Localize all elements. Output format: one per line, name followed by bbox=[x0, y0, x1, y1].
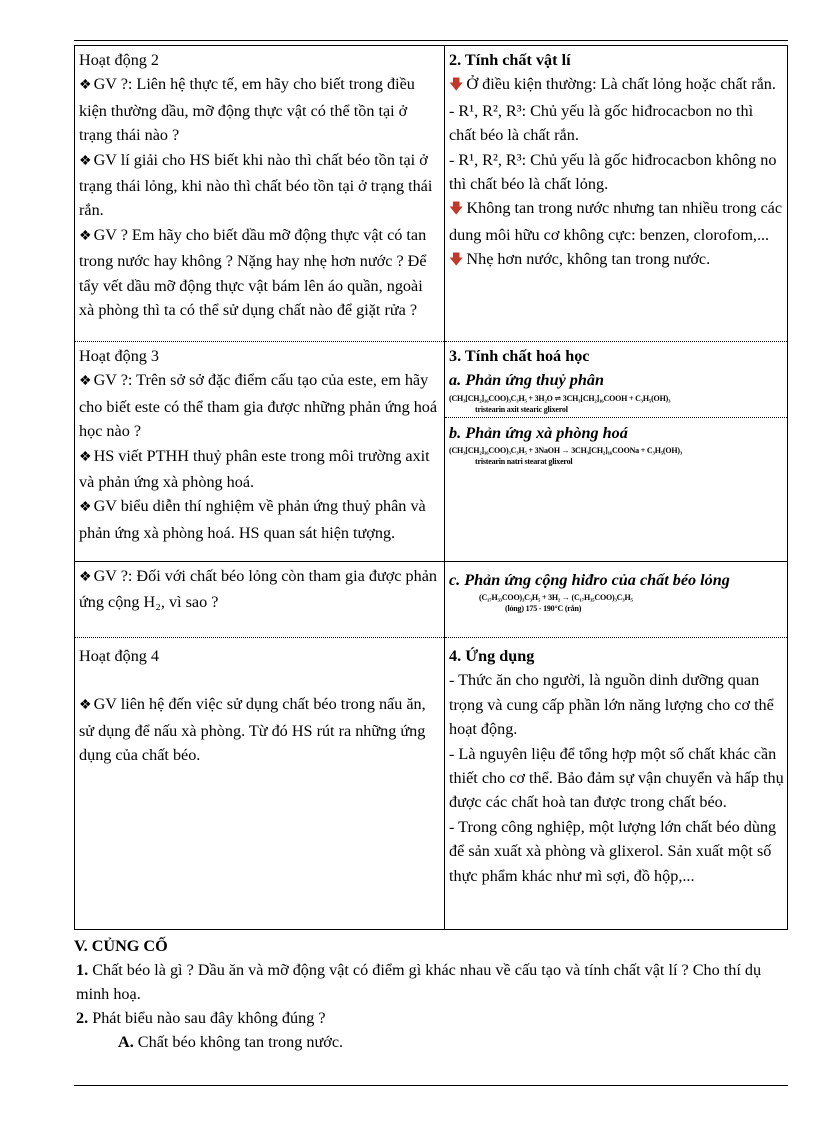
reaction-heading: b. Phản ứng xà phòng hoá bbox=[449, 423, 628, 442]
table-row bbox=[75, 46, 788, 342]
section-title: 4. Ứng dụng bbox=[449, 647, 535, 665]
paragraph: 🡇 Ở điều kiện thường: Là chất lỏng hoặc chất rắn. bbox=[449, 75, 776, 94]
list-item: ❖ GV lí giải cho HS biết khi nào thì chất béo tồn tại ở trạng thái lỏng, khi nào thì chất béo tồn tại ở trạng thái rắn. bbox=[79, 150, 433, 220]
activity-title: Hoạt động 3 bbox=[79, 347, 160, 365]
review-section bbox=[74, 934, 788, 1054]
reaction-heading: a. Phản ứng thuỷ phân bbox=[449, 371, 604, 390]
teacher-cell bbox=[75, 562, 445, 638]
teacher-cell bbox=[75, 46, 445, 342]
lesson-table bbox=[74, 45, 788, 930]
diamond-bullet-icon: ❖ bbox=[79, 500, 92, 516]
diamond-bullet-icon: ❖ bbox=[79, 228, 92, 244]
reaction-heading: c. Phản ứng cộng hiđro của chất béo lỏng bbox=[449, 571, 730, 589]
content-cell bbox=[445, 562, 788, 638]
teacher-cell bbox=[75, 342, 445, 562]
content-cell bbox=[445, 46, 788, 342]
diamond-bullet-icon: ❖ bbox=[79, 449, 92, 465]
down-arrow-icon: 🡇 bbox=[449, 202, 464, 218]
equation-saponification: (CH₃[CH₂]₁₆COO)₃C₃H₅ + 3NaOH → 3CH₃[CH₂]₁₆COONa + C₃H₅(OH)₃ tristearin natri stearat glixerol bbox=[449, 446, 683, 467]
paragraph: - Là nguyên liệu để tổng hợp một số chất khác cần thiết cho cơ thể. Bảo đảm sự vận chuyển và hấp thụ được các chất hoà tan được trong chất béo. bbox=[449, 744, 784, 812]
equation-hydrolysis: (CH₃[CH₂]₁₆COO)₃C₃H₅ + 3H₂O ⇌ 3CH₃[CH₂]₁₆COOH + C₃H₅(OH)₃ tristearin axit stearic glixerol bbox=[449, 393, 671, 414]
paragraph: 🡇 Không tan trong nước nhưng tan nhiều trong các dung môi hữu cơ không cực: benzen, clorofom,... bbox=[449, 199, 783, 244]
activity-title: Hoạt động 2 bbox=[79, 51, 160, 69]
diamond-bullet-icon: ❖ bbox=[79, 570, 92, 585]
down-arrow-icon: 🡇 bbox=[449, 253, 464, 269]
section-title: 3. Tính chất hoá học bbox=[449, 347, 590, 365]
activity-title: Hoạt động 4 bbox=[79, 647, 160, 665]
content-cell bbox=[445, 638, 788, 930]
paragraph: - R¹, R², R³: Chủ yếu là gốc hiđrocacbon không no thì chất béo là chất lỏng. bbox=[449, 150, 777, 194]
diamond-bullet-icon: ❖ bbox=[79, 698, 92, 714]
top-rule bbox=[74, 40, 788, 41]
content-cell bbox=[445, 342, 788, 562]
list-item: ❖ GV biểu diễn thí nghiệm về phản ứng thuỷ phân và phản ứng xà phòng hoá. HS quan sát hiện tượng. bbox=[79, 497, 426, 542]
diamond-bullet-icon: ❖ bbox=[79, 374, 92, 390]
table-row bbox=[75, 342, 788, 562]
paragraph: - Thức ăn cho người, là nguồn dinh dưỡng quan trọng và cung cấp phần lớn năng lượng cho cơ thể hoạt động. bbox=[449, 671, 774, 739]
table-row bbox=[75, 562, 788, 638]
list-item: ❖ GV ?: Trên sở sở đặc điểm cấu tạo của este, em hãy cho biết este có thể tham gia được những phản ứng hoá học nào ? bbox=[79, 371, 438, 441]
list-item: ❖ GV liên hệ đến việc sử dụng chất béo trong nấu ăn, sử dụng để nấu xà phòng. Từ đó HS rút ra những ứng dụng của chất béo. bbox=[79, 695, 426, 765]
diamond-bullet-icon: ❖ bbox=[79, 78, 92, 94]
paragraph: - Trong công nghiệp, một lượng lớn chất béo dùng để sản xuất xà phòng và glixerol. Sản xuất một số thực phẩm khác như mì sợi, đồ hộp,... bbox=[449, 817, 777, 885]
list-item: ❖ GV ?: Liên hệ thực tế, em hãy cho biết trong điều kiện thường dầu, mỡ động thực vật có thể tồn tại ở trạng thái nào ? bbox=[79, 75, 415, 145]
table-row bbox=[75, 638, 788, 930]
answer-option: A. Chất béo không tan trong nước. bbox=[118, 1033, 344, 1051]
list-item: ❖ HS viết PTHH thuỷ phân este trong môi trường axit và phản ứng xà phòng hoá. bbox=[79, 446, 430, 492]
section-title: 2. Tính chất vật lí bbox=[449, 51, 571, 69]
bottom-rule bbox=[74, 1085, 788, 1086]
paragraph: - R¹, R², R³: Chủ yếu là gốc hiđrocacbon no thì chất béo là chất rắn. bbox=[449, 101, 754, 145]
diamond-bullet-icon: ❖ bbox=[79, 153, 92, 169]
question: 2. Phát biểu nào sau đây không đúng ? bbox=[76, 1009, 326, 1027]
paragraph: 🡇 Nhẹ hơn nước, không tan trong nước. bbox=[449, 250, 711, 269]
divider bbox=[445, 417, 787, 418]
list-item: ❖ GV ? Em hãy cho biết dầu mỡ động thực vật có tan trong nước hay không ? Nặng hay nhẹ hơn nước ? Để tẩy vết dầu mỡ động thực vật bám lên áo quần, ngoài xà phòng thì ta có thể sử dụng chất nào để giặt rửa ? bbox=[79, 225, 427, 320]
question: 1. Chất béo là gì ? Dầu ăn và mỡ động vật có điểm gì khác nhau về cấu tạo và tính chất vật lí ? Cho thí dụ minh hoạ. bbox=[76, 961, 762, 1003]
down-arrow-icon: 🡇 bbox=[449, 78, 464, 94]
equation-hydrogenation: (C₁₇H₃₃COO)₃C₃H₅ + 3H₂ → (C₁₇H₃₅COO)₃C₃H₅ (lỏng) 175 - 190°C (rắn) bbox=[479, 593, 633, 614]
teacher-cell bbox=[75, 638, 445, 930]
list-item: ❖ GV ?: Đối với chất béo lỏng còn tham gia được phản ứng cộng H₂, vì sao ? bbox=[79, 567, 437, 612]
section-heading: V. CỦNG CỐ bbox=[74, 937, 168, 955]
